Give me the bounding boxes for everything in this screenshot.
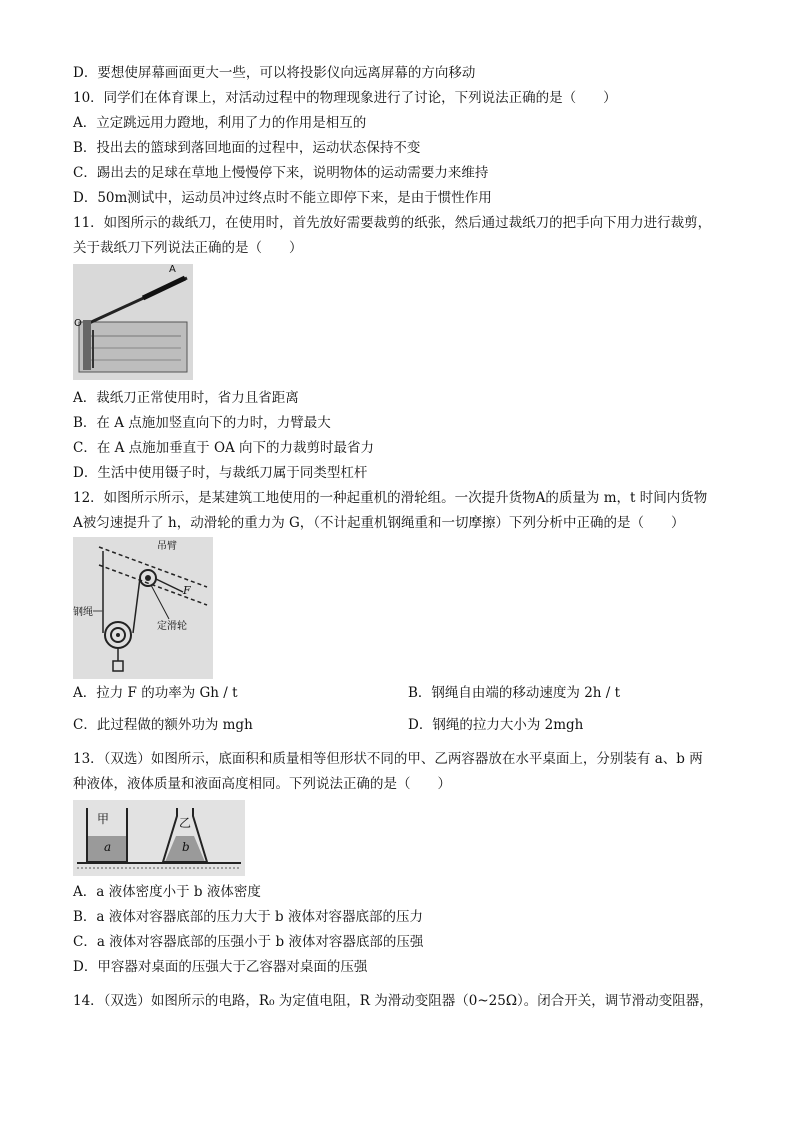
q12-stem-line-1: 12．如图所示所示，是某建筑工地使用的一种起重机的滑轮组。一次提升货物A的质量为 m，t 时间内货物: [73, 490, 708, 506]
q11-option-d: D．生活中使用镊子时，与裁纸刀属于同类型杠杆: [73, 465, 368, 481]
q12-option-c: C．此过程做的额外功为 mgh: [73, 717, 253, 733]
figure-label-jia: 甲: [97, 812, 110, 826]
figure-label-f: F: [183, 584, 191, 597]
q13-option-c: C．a 液体对容器底部的压强小于 b 液体对容器底部的压强: [73, 934, 424, 950]
q13-option-a: A．a 液体密度小于 b 液体密度: [73, 884, 261, 900]
q13-option-b: B．a 液体对容器底部的压力大于 b 液体对容器底部的压力: [73, 909, 423, 925]
q11-stem-line-2: 关于裁纸刀下列说法正确的是（ ）: [73, 240, 303, 256]
q11-option-a: A．裁纸刀正常使用时，省力且省距离: [73, 390, 299, 406]
q12-option-a: A．拉力 F 的功率为 Gh / t: [73, 685, 238, 701]
q13-stem-line-2: 种液体，液体质量和液面高度相同。下列说法正确的是（ ）: [73, 776, 451, 792]
q10-stem: 10．同学们在体育课上，对活动过程中的物理现象进行了讨论，下列说法正确的是（ ）: [73, 90, 617, 106]
figure-label-arm: 吊臂: [157, 541, 177, 552]
q12-option-d: D．钢绳的拉力大小为 2mgh: [408, 717, 584, 733]
q11-option-c: C．在 A 点施加垂直于 OA 向下的力裁剪时最省力: [73, 440, 375, 456]
q11-stem-line-1: 11．如图所示的裁纸刀，在使用时，首先放好需要裁剪的纸张，然后通过裁纸刀的把手向下用力进行裁剪，: [73, 215, 712, 231]
q13-option-d: D．甲容器对桌面的压强大于乙容器对桌面的压强: [73, 959, 368, 975]
q12-option-b: B．钢绳自由端的移动速度为 2h / t: [408, 685, 621, 701]
figure-label-rope: 钢绳: [73, 607, 93, 618]
figure-label-o: O: [74, 318, 82, 329]
q13-stem-line-1: 13．（双选）如图所示，底面积和质量相等但形状不同的甲、乙两容器放在水平桌面上，分别装有 a、b 两: [73, 751, 703, 767]
q10-option-b: B．投出去的篮球到落回地面的过程中，运动状态保持不变: [73, 140, 421, 156]
paper-cutter-figure: [73, 264, 193, 380]
q14-stem-line-1: 14．（双选）如图所示的电路，R₀ 为定值电阻，R 为滑动变阻器（0~25Ω）。闭合开关，调节滑动变阻器，: [73, 993, 713, 1009]
figure-label-a: A: [169, 264, 176, 275]
q11-option-b: B．在 A 点施加竖直向下的力时，力臂最大: [73, 415, 331, 431]
figure-label-liquid-b: b: [182, 840, 190, 854]
q10-option-d: D．50m测试中，运动员冲过终点时不能立即停下来，是由于惯性作用: [73, 190, 492, 206]
figure-label-liquid-a: a: [104, 840, 112, 854]
q10-option-c: C．踢出去的足球在草地上慢慢停下来，说明物体的运动需要力来维持: [73, 165, 489, 181]
q12-stem-line-2: A被匀速提升了 h，动滑轮的重力为 G，（不计起重机钢绳重和一切摩擦）下列分析中正确的是（ ）: [73, 515, 685, 531]
crane-pulley-figure: [73, 537, 213, 679]
containers-figure: [73, 800, 245, 876]
figure-label-yi: 乙: [179, 816, 192, 830]
q10-option-a: A．立定跳远用力蹬地，利用了力的作用是相互的: [73, 115, 367, 131]
q9-option-d: D．要想使屏幕画面更大一些，可以将投影仪向远离屏幕的方向移动: [73, 65, 476, 81]
figure-label-fixed-pulley: 定滑轮: [157, 621, 187, 632]
